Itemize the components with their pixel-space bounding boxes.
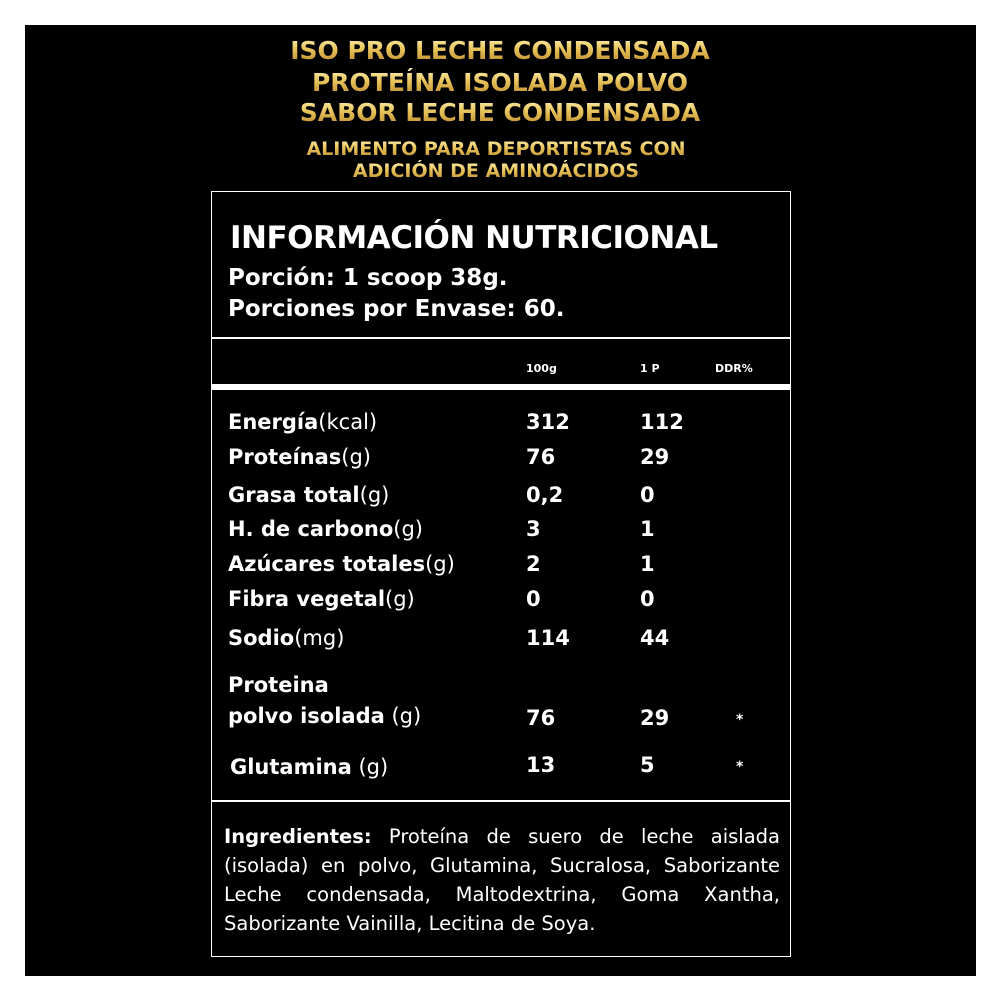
- nutrient-name: Fibra vegetal: [228, 587, 386, 611]
- product-description-2: ADICIÓN DE AMINOÁCIDOS: [0, 160, 996, 182]
- nutrient-row: [212, 673, 790, 703]
- divider-top: [212, 337, 790, 339]
- nutrient-name-line2: polvo isolada: [228, 704, 385, 728]
- nutrient-row: [212, 704, 790, 734]
- ingredients-text: Proteína de suero de leche aislada (isolada) en polvo, Glutamina, Sucralosa, Saborizante Leche condensada, Maltodextrina, Goma Xantha, Saborizante Vainilla, Lecitina de Soya.: [224, 825, 780, 935]
- nutrient-row: [212, 483, 790, 513]
- nutrient-row: [212, 552, 790, 582]
- nutrient-name: Energía: [228, 410, 319, 434]
- value-portion: 29: [640, 445, 670, 469]
- value-portion: 44: [640, 626, 670, 650]
- value-portion: 1: [640, 517, 655, 541]
- nutrient-unit: (mg): [294, 626, 345, 650]
- divider-bottom: [212, 800, 790, 802]
- product-name: ISO PRO LECHE CONDENSADA: [0, 36, 1000, 65]
- product-flavor: SABOR LECHE CONDENSADA: [0, 98, 1000, 127]
- value-portion: 0: [640, 587, 655, 611]
- value-portion: 29: [640, 706, 670, 730]
- column-header-100g: 100g: [526, 362, 557, 375]
- nutrient-name: Sodio: [228, 626, 295, 650]
- divider-thick: [212, 384, 790, 390]
- value-100g: 0,2: [526, 483, 564, 507]
- nutrient-unit: (g): [341, 445, 371, 469]
- nutrient-name: Proteínas: [228, 445, 342, 469]
- value-100g: 76: [526, 706, 556, 730]
- ddr-marker: *: [736, 759, 744, 775]
- nutrient-unit: (g): [359, 483, 390, 507]
- value-100g: 13: [526, 753, 556, 777]
- nutrient-unit: (g): [384, 704, 422, 728]
- ingredients-label: Ingredientes:: [224, 825, 372, 848]
- value-100g: 2: [526, 552, 541, 576]
- nutrient-row: [212, 445, 790, 475]
- servings-per-container: Porciones por Envase: 60.: [228, 296, 565, 322]
- value-100g: 0: [526, 587, 541, 611]
- column-header-portion: 1 P: [640, 362, 660, 375]
- value-portion: 5: [640, 753, 655, 777]
- nutrient-name-line1: Proteina: [228, 673, 329, 697]
- nutrition-panel: [211, 191, 791, 957]
- value-100g: 76: [526, 445, 556, 469]
- value-portion: 0: [640, 483, 655, 507]
- product-description-1: ALIMENTO PARA DEPORTISTAS CON: [0, 138, 996, 160]
- column-header-ddr: DDR%: [715, 362, 753, 375]
- ingredients-block: [224, 822, 780, 938]
- value-portion: 1: [640, 552, 655, 576]
- nutrient-unit: (g): [393, 517, 423, 541]
- nutrient-row: [212, 410, 790, 440]
- portion-size: Porción: 1 scoop 38g.: [228, 265, 508, 291]
- product-type: PROTEÍNA ISOLADA POLVO: [0, 68, 1000, 97]
- nutrient-unit: (g): [351, 755, 389, 779]
- value-100g: 312: [526, 410, 570, 434]
- value-100g: 3: [526, 517, 541, 541]
- nutrient-row: [212, 517, 790, 547]
- nutrient-unit: (kcal): [318, 410, 378, 434]
- panel-title: INFORMACIÓN NUTRICIONAL: [230, 220, 718, 256]
- nutrient-name: Grasa total: [228, 483, 360, 507]
- nutrient-row: [212, 587, 790, 617]
- nutrient-row: [212, 626, 790, 656]
- nutrient-name: Azúcares totales: [228, 552, 426, 576]
- nutrient-name: H. de carbono: [228, 517, 394, 541]
- ddr-marker: *: [736, 712, 744, 728]
- nutrient-row: [212, 755, 790, 785]
- value-portion: 112: [640, 410, 684, 434]
- value-100g: 114: [526, 626, 570, 650]
- nutrient-name: Glutamina: [230, 755, 352, 779]
- nutrient-unit: (g): [425, 552, 455, 576]
- nutrient-unit: (g): [385, 587, 415, 611]
